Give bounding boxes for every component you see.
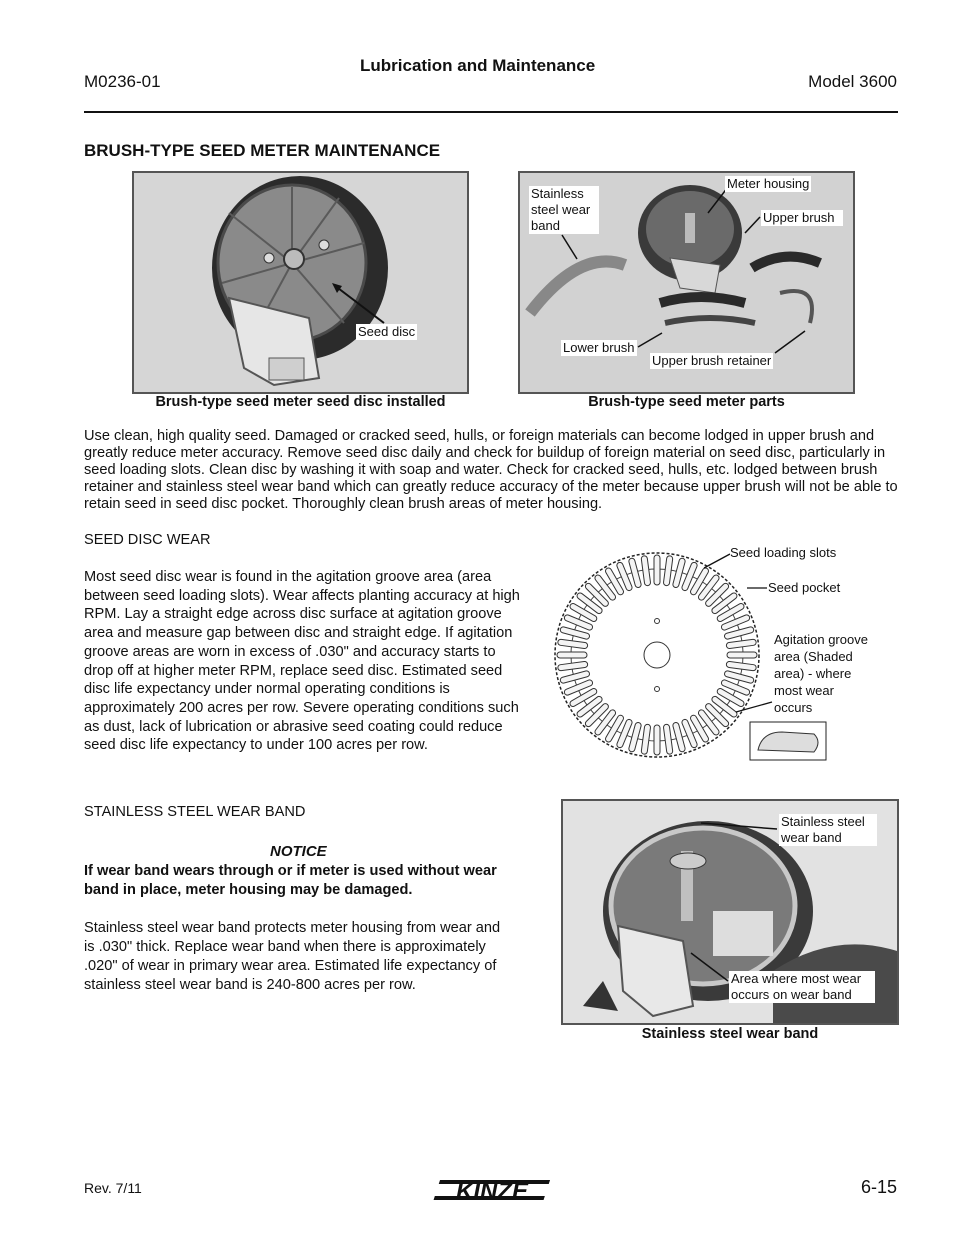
seed-slot	[727, 652, 757, 658]
lower-brush-label: Lower brush	[563, 340, 635, 355]
model-name: Model 3600	[808, 72, 897, 91]
seed-disc-diagram	[552, 542, 868, 764]
seed-disc-wear-heading: SEED DISC WEAR	[84, 532, 211, 548]
meter-housing-label: Meter housing	[727, 176, 810, 191]
seed-slot	[654, 555, 660, 585]
wear-band-heading: STAINLESS STEEL WEAR BAND	[84, 804, 306, 820]
revision: Rev. 7/11	[84, 1180, 142, 1196]
seed-slot	[654, 725, 660, 755]
page-number: 6-15	[860, 1177, 897, 1197]
notice-title: NOTICE	[270, 843, 327, 860]
header-rule	[84, 111, 898, 113]
agitation-groove-label: Agitation groove area (Shaded area) - where most wear occurs	[774, 632, 868, 715]
wear-band-figure-caption: Stainless steel wear band	[641, 1026, 819, 1042]
upper-brush-label: Upper brush	[761, 210, 843, 226]
document-number: M0236-01	[84, 72, 161, 91]
upper-brush-retainer-label: Upper brush retainer	[652, 353, 772, 368]
figure1-caption: Brush-type seed meter seed disc installed	[155, 394, 446, 410]
seed-disc-wear-paragraph: Most seed disc wear is found in the agitation groove area (area between seed loading slots). Wear affects planting accuracy at high RPM. Lay a straight edge across disc surface at agitation groove area and measure gap between disc and straight edge. If agitation groove areas are worn in excess of .030" and accuracy starts to drop off at higher meter RPM, replace seed disc. Estimated seed disc life expectancy under normal operating conditions is approximately 200 acres per row. Severe operating conditions such as dust, lack of lubrication or abrasive seed coating could reduce seed disc life expectancy to under 100 acres per row.	[84, 569, 520, 754]
intro-paragraph: Use clean, high quality seed. Damaged or cracked seed, hulls, or foreign materials can become lodged in upper brush and greatly reduce meter accuracy. Remove seed disc daily and check for buildup of foreign material on seed disc, particularly in seed loading slots. Clean disc by washing it with soap and water. Check for cracked seed, hulls, etc. lodged between brush retainer and stainless steel wear band which can greatly reduce accuracy of the meter because upper brush will not be able to retain seed in seed disc pocket. Thoroughly clean brush areas of meter housing.	[84, 428, 898, 512]
seed-pocket-label: Seed pocket	[768, 580, 841, 595]
kinze-logo	[432, 1174, 550, 1206]
logo-text: KINZE	[456, 1178, 528, 1205]
figure2-caption: Brush-type seed meter parts	[588, 394, 785, 410]
wear-band-photo-label: Stainless steel wear band	[779, 814, 877, 846]
notice-body: If wear band wears through or if meter is used without wear band in place, meter housing may be damaged.	[84, 863, 497, 898]
wear-band-paragraph: Stainless steel wear band protects meter housing from wear and is .030" thick. Replace wear band when there is approximately .020" of wear in primary wear area. Estimated life expectancy of stainless steel wear band is 240-800 acres per row.	[84, 920, 501, 993]
seed-disc-label: Seed disc	[358, 324, 416, 339]
seed-loading-slots-label: Seed loading slots	[730, 545, 837, 560]
section-header: Lubrication and Maintenance	[360, 56, 596, 75]
wear-band-label: Stainless steel wear band	[529, 186, 599, 234]
seed-disc-installed-photo	[132, 171, 469, 394]
seed-slot	[557, 652, 587, 658]
wear-area-label: Area where most wear occurs on wear band	[729, 971, 875, 1003]
seed-meter-parts-photo	[518, 171, 855, 394]
section-title: BRUSH-TYPE SEED METER MAINTENANCE	[84, 141, 441, 160]
wear-band-photo	[561, 799, 899, 1025]
